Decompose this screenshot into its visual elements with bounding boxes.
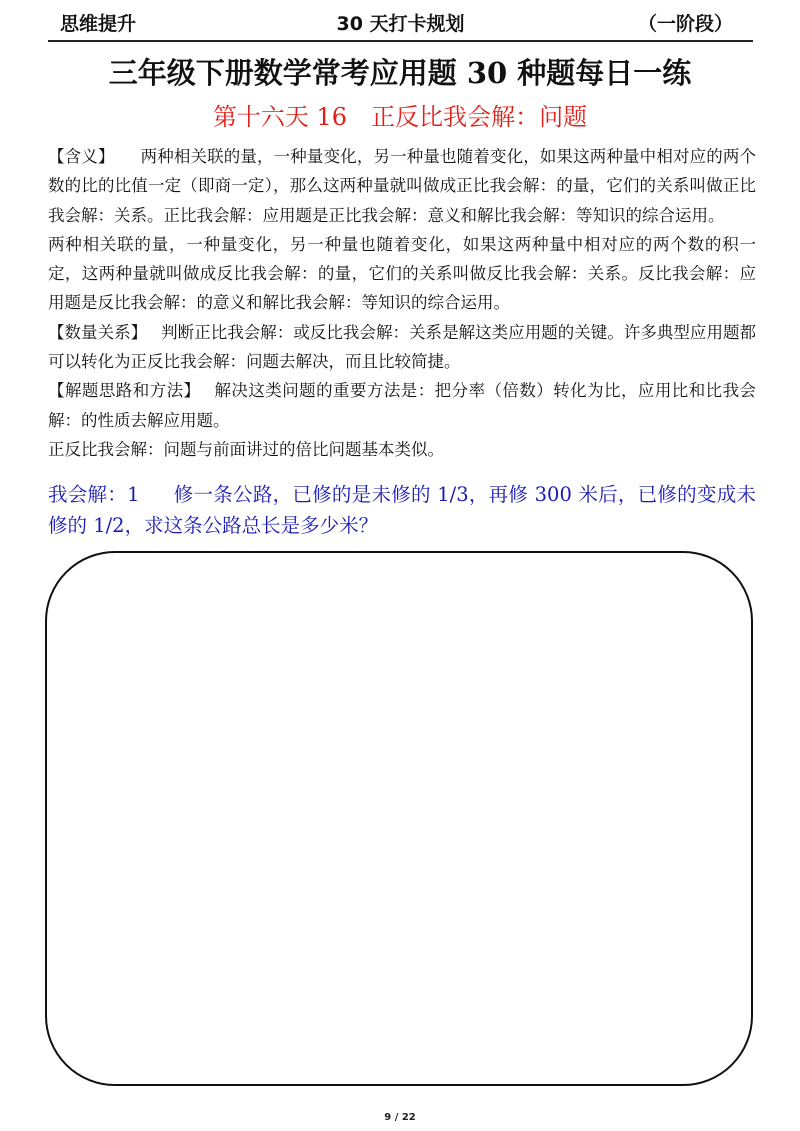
question-block — [48, 479, 756, 541]
method-paragraph-2 — [48, 435, 756, 464]
page-number: 9 / 22 — [384, 1112, 416, 1123]
answer-area[interactable] — [45, 551, 753, 1086]
method-text-2: 正反比我会解：问题与前面讲过的倍比问题基本类似。 — [48, 439, 444, 459]
explanation-section — [48, 142, 756, 464]
question-label: 我会解：1 — [48, 483, 140, 506]
meaning-text-2: 两种相关联的量，一种量变化，另一种量也随着变化，如果这两种量中相对应的两个数的积一定，这两种量就叫做成反比我会解：的量，它们的关系叫做反比我会解：关系。反比我会解：应用题是反比我会解：的意义和解比我会解：等知识的综合运用。 — [48, 234, 756, 313]
quantity-paragraph — [48, 318, 756, 377]
meaning-text: 两种相关联的量，一种量变化，另一种量也随着变化，如果这两种量中相对应的两个数的比的比值一定（即商一定），那么这两种量就叫做成正比我会解：的量，它们的关系叫做正比我会解：关系。正比我会解：应用题是正比我会解：意义和解比我会解：等知识的综合运用。 — [48, 147, 757, 225]
method-label: 【解题思路和方法】 — [48, 381, 201, 401]
header-left-text: 思维提升 — [60, 13, 137, 35]
quantity-text: 判断正比我会解：或反比我会解：关系是解这类应用题的关键。许多典型应用题都可以转化为正反比我会解：问题去解决，而且比较简捷。 — [48, 322, 757, 372]
method-text: 解决这类问题的重要方法是：把分率（倍数）转化为比，应用比和比我会解：的性质去解应用题。 — [48, 381, 756, 430]
page-header — [48, 8, 753, 42]
meaning-paragraph — [48, 142, 756, 230]
page-title: 三年级下册数学常考应用题 30 种题每日一练 — [108, 56, 692, 90]
page-subtitle: 第十六天 16 正反比我会解：问题 — [212, 103, 588, 131]
question-text: 修一条公路，已修的是未修的 1/3，再修 300 米后，已修的变成未修的 1/2，求这条公路总长是多少米？ — [48, 483, 756, 537]
meaning-label: 【含义】 — [48, 147, 115, 166]
header-right-text: （一阶段） — [637, 13, 733, 35]
quantity-label: 【数量关系】 — [48, 322, 148, 342]
method-paragraph — [48, 376, 756, 435]
meaning-paragraph-2 — [48, 230, 756, 318]
header-center-text: 30 天打卡规划 — [336, 13, 465, 35]
